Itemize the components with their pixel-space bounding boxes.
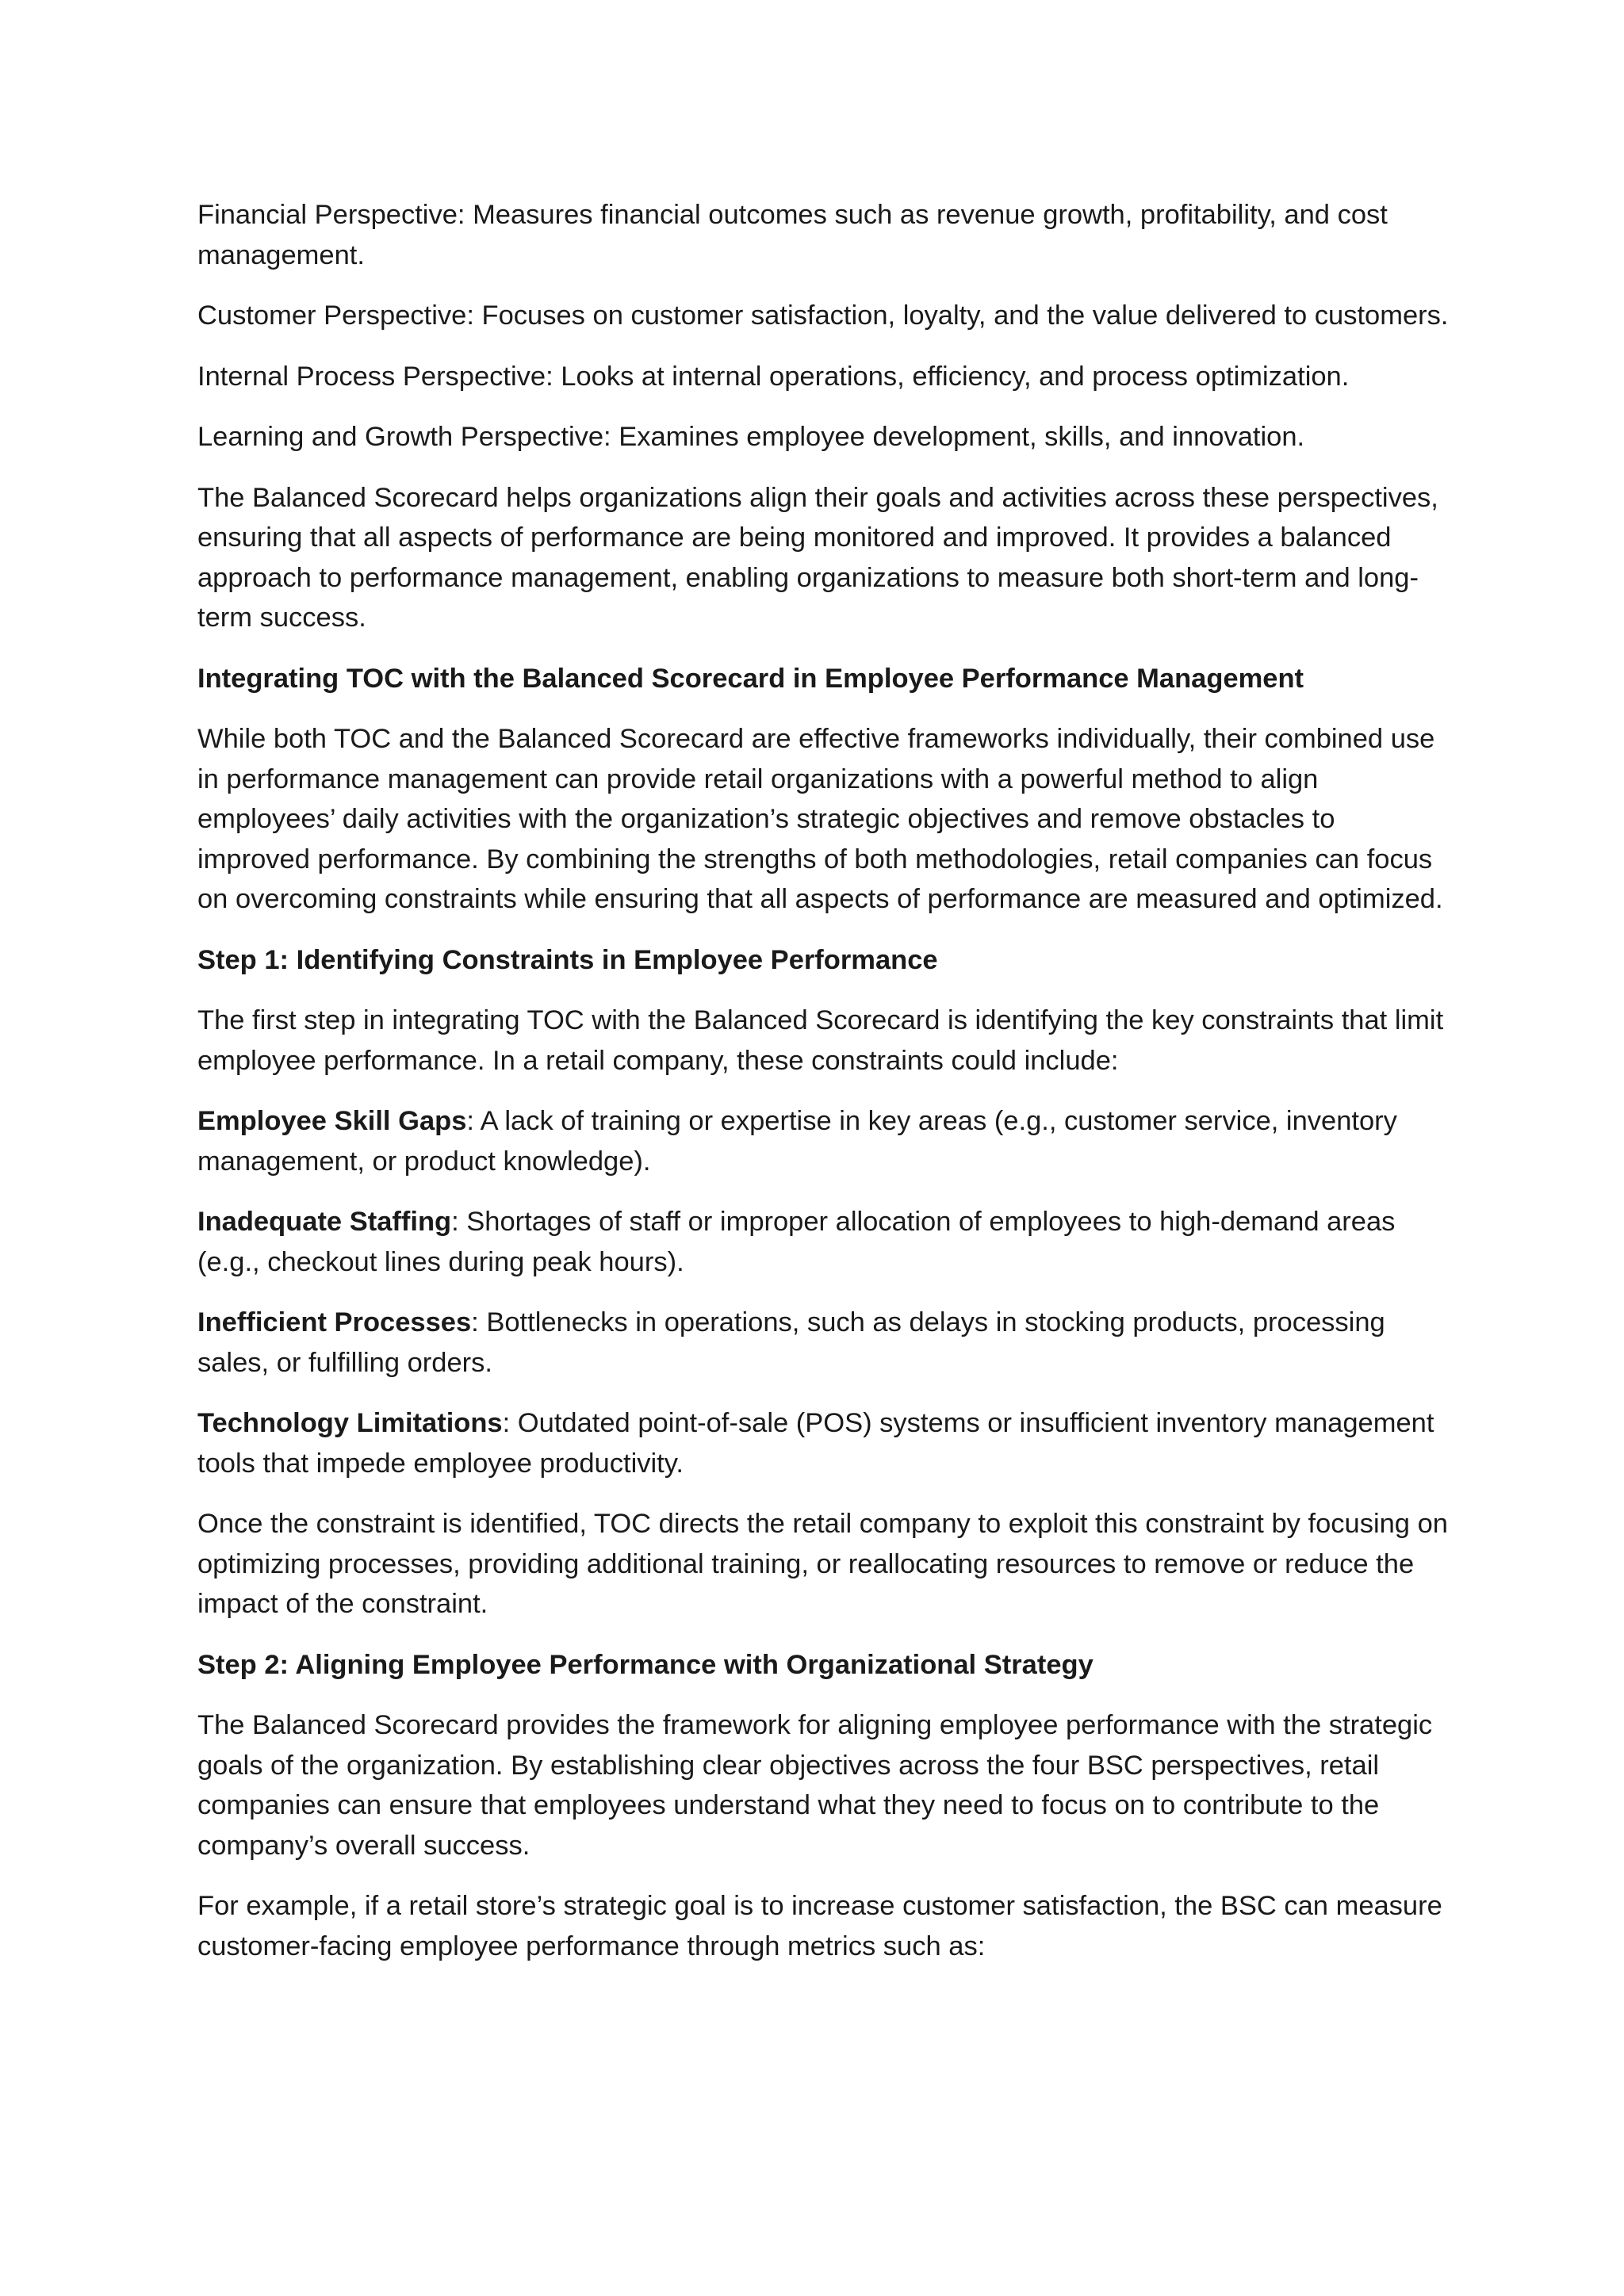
constraint-description: : A lack of training or expertise in key areas (e.g., customer service, inventory management, or product knowledge).	[197, 1106, 1397, 1177]
constraint-term: Employee Skill Gaps	[197, 1106, 467, 1136]
constraint-technology	[197, 1403, 1450, 1483]
step2-example-paragraph: For example, if a retail store’s strategic goal is to increase customer satisfaction, the BSC can measure customer-facing employee performance through metrics such as:	[197, 1891, 1442, 1961]
constraint-description: : Outdated point-of-sale (POS) systems or insufficient inventory management tools that impede employee productivity.	[197, 1408, 1434, 1479]
page-body	[197, 195, 1450, 1987]
constraint-description: : Bottlenecks in operations, such as delays in stocking products, processing sales, or fulfilling orders.	[197, 1307, 1385, 1378]
customer-perspective-paragraph: Customer Perspective: Focuses on customer satisfaction, loyalty, and the value delivered to customers.	[197, 300, 1449, 331]
constraint-term: Inefficient Processes	[197, 1307, 472, 1337]
constraint-skill-gaps	[197, 1101, 1450, 1181]
financial-perspective-paragraph: Financial Perspective: Measures financial outcomes such as revenue growth, profitability, and cost management.	[197, 200, 1388, 270]
step2-body-paragraph: The Balanced Scorecard provides the framework for aligning employee performance with the strategic goals of the organization. By establishing clear objectives across the four BSC perspectives, retail companies can ensure that employees understand what they need to focus on to contribute to the company’s overall success.	[197, 1710, 1433, 1861]
internal-process-perspective-paragraph: Internal Process Perspective: Looks at internal operations, efficiency, and process optimization.	[197, 361, 1350, 392]
constraint-processes	[197, 1303, 1450, 1383]
constraint-term: Inadequate Staffing	[197, 1207, 452, 1237]
step1-heading: Step 1: Identifying Constraints in Employee Performance	[197, 944, 938, 975]
step1-intro-paragraph: The first step in integrating TOC with the Balanced Scorecard is identifying the key constraints that limit employee performance. In a retail company, these constraints could include:	[197, 1005, 1444, 1076]
constraint-description: : Shortages of staff or improper allocation of employees to high-demand areas (e.g., checkout lines during peak hours).	[197, 1207, 1396, 1277]
learning-growth-perspective-paragraph: Learning and Growth Perspective: Examines employee development, skills, and innovation.	[197, 422, 1305, 452]
constraint-staffing	[197, 1202, 1450, 1282]
integration-paragraph: While both TOC and the Balanced Scorecard are effective frameworks individually, their combined use in performance management can provide retail organizations with a powerful method to align employees’ daily activities with the organization’s strategic objectives and remove obstacles to improved performance. By combining the strengths of both methodologies, retail companies can focus on overcoming constraints while ensuring that all aspects of performance are measured and optimized.	[197, 724, 1443, 914]
integration-heading: Integrating TOC with the Balanced Scorecard in Employee Performance Management	[197, 663, 1304, 694]
constraint-term: Technology Limitations	[197, 1408, 503, 1438]
bsc-summary-paragraph: The Balanced Scorecard helps organizations align their goals and activities across these perspectives, ensuring that all aspects of performance are being monitored and improved. It provides a balanced approach to performance management, enabling organizations to measure both short-term and long-term success.	[197, 482, 1438, 633]
step1-conclusion-paragraph: Once the constraint is identified, TOC directs the retail company to exploit this constraint by focusing on optimizing processes, providing additional training, or reallocating resources to remove or reduce the impact of the constraint.	[197, 1509, 1448, 1619]
step2-heading: Step 2: Aligning Employee Performance with Organizational Strategy	[197, 1649, 1094, 1680]
